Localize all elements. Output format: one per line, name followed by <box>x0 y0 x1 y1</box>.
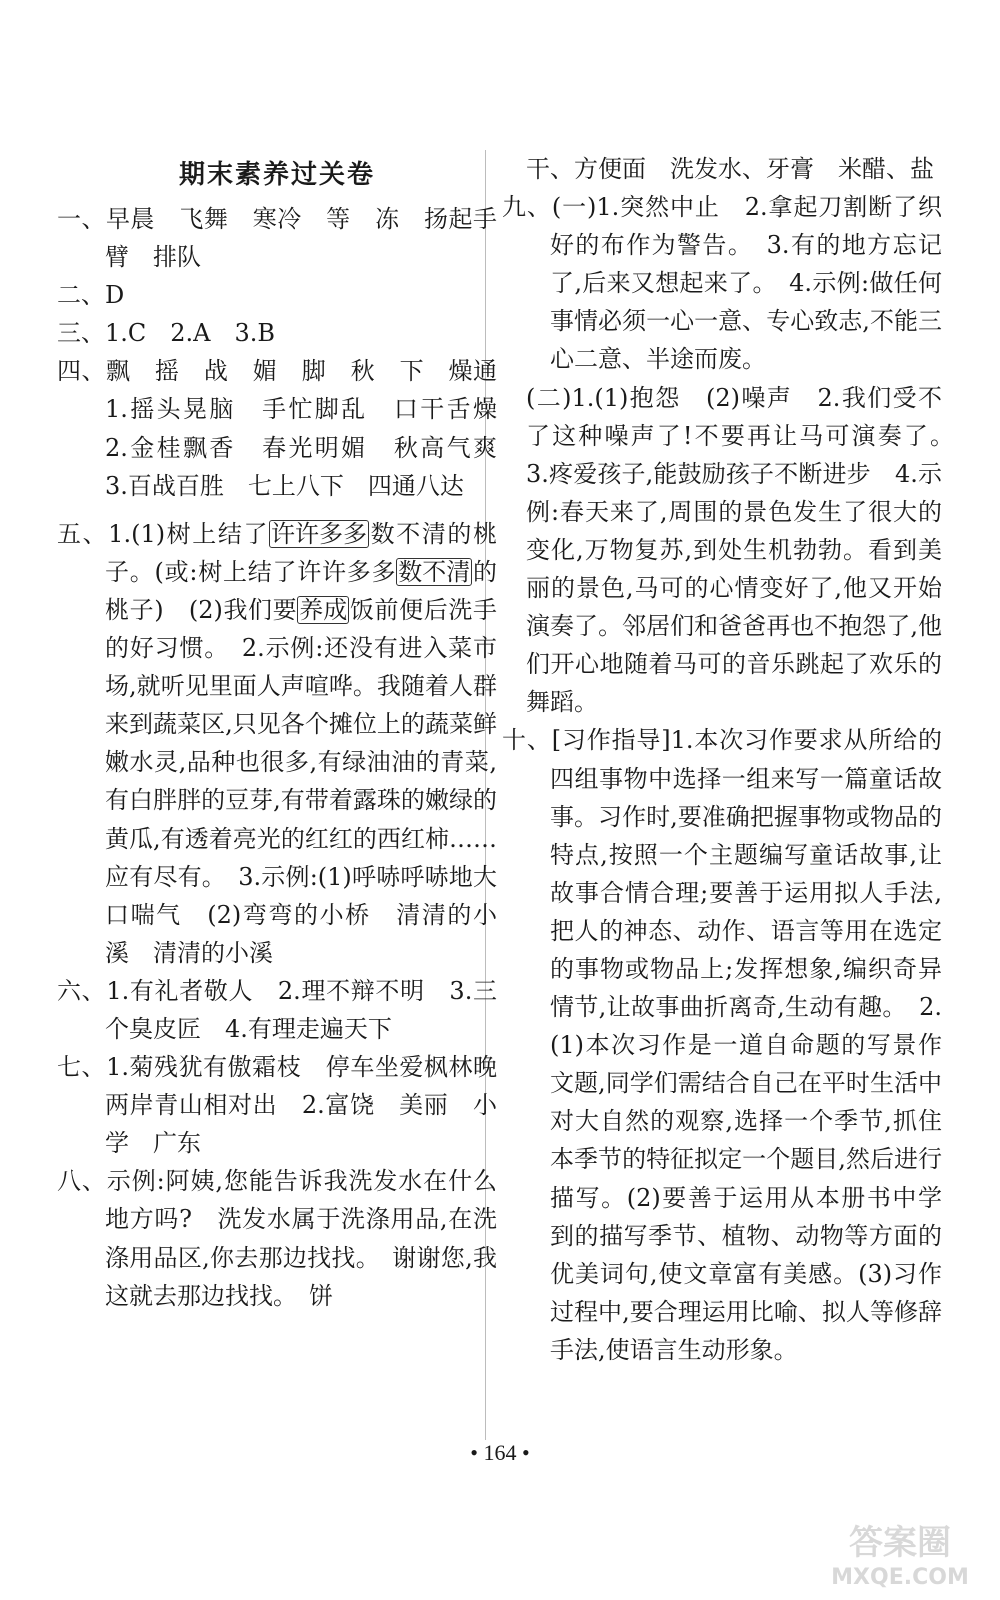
watermark-logo-mark: 答案圈 <box>849 1523 951 1563</box>
answer-5-part-b: 数不清的桃子。(或:树上结了许许多多 <box>105 519 498 586</box>
answer-3: 三、1.C 2.A 3.B <box>57 319 276 348</box>
answer-2: 二、D <box>57 281 125 310</box>
answer-9-part-2: (二)1.(1)抱怨 (2)噪声 2.我们受不了这种噪声了!不要再让马可演奏了。 3.疼爱孩子,能鼓励孩子不断进步 4.示例:春天来了,周围的景色发生了很大的变化,万物复苏,到处生机勃勃。看到美丽的景色,马可的心情变好了,他又开始演奏了。邻居们和爸爸再也不抱怨了,他们开心地随着马可的音乐跳起了欢乐的舞蹈。 <box>526 383 966 717</box>
page-number: • 164 • <box>470 1440 530 1465</box>
answer-7: 七、1.菊残犹有傲霜枝 停车坐爱枫林晚 两岸青山相对出 2.富饶 美丽 小学 广东 <box>57 1053 521 1158</box>
watermark-text: MXQE.COM <box>831 1565 969 1590</box>
answer-5-part-a: 五、1.(1)树上结了 <box>57 519 270 548</box>
answer-8-continued: 干、方便面 洗发水、牙膏 米醋、盐 <box>526 155 934 183</box>
left-column <box>57 150 521 1315</box>
answer-4: 四、飘 摇 战 媚 脚 秋 下 燥通 1.摇头晃脑 手忙脚乱 口干舌燥 2.金桂飘香 春光明媚 秋高气爽 3.百战百胜 七上八下 四通八达 <box>57 357 521 500</box>
answer-5-part-d: 饭前便后洗手的好习惯。 2.示例:还没有进入菜市场,就听见里面人声喧哗。我随着人群来到蔬菜区,只见各个摊位上的蔬菜鲜嫩水灵,品种也很多,有绿油油的青菜,有白胖胖的豆芽,有带着露珠的嫩绿的黄瓜,有透着亮光的红红的西红柿……应有尽有。 3.示例:(1)呼哧呼哧地大口喘气 (2)弯弯的小桥 清清的小溪 清清的小溪 <box>105 595 497 967</box>
correction-box-1: 许许多多 <box>271 519 368 548</box>
answer-9-part-1: 九、(一)1.突然中止 2.拿起刀割断了织好的布作为警告。 3.有的地方忘记了,后来又想起来了。 4.示例:做任何事情必须一心一意、专心致志,不能三心二意、半途而废。 <box>502 193 942 374</box>
watermark-logo <box>810 1522 990 1592</box>
correction-box-3: 养成 <box>299 595 348 624</box>
answer-5 <box>57 515 497 972</box>
correction-box-2: 数不清 <box>398 557 471 586</box>
answer-1: 一、早晨 飞舞 寒冷 等 冻 扬起手臂 排队 <box>57 205 497 272</box>
page-title: 期末素养过关卷 <box>178 160 375 190</box>
right-column <box>502 150 966 1369</box>
answer-5-part-c: 的桃子) (2)我们要 <box>105 557 498 624</box>
answer-8: 八、示例:阿姨,您能告诉我洗发水在什么地方吗? 洗发水属于洗涤用品,在洗涤用品区,你去那边找找。 谢谢您,我这就去那边找找。 饼 <box>57 1167 497 1310</box>
answer-10: 十、[习作指导]1.本次习作要求从所给的四组事物中选择一组来写一篇童话故事。习作时,要准确把握事物或物品的特点,按照一个主题编写童话故事,让故事合情合理;要善于运用拟人手法,把人的神态、动作、语言等用在选定的事物或物品上;发挥想象,编织奇异情节,让故事曲折离奇,生动有趣。 2.(1)本次习作是一道自命题的写景作文题,同学们需结合自己在平时生活中对大自然的观察,选择一个季节,抓住本季节的特征拟定一个题目,然后进行描写。(2)要善于运用从本册书中学到的描写季节、植物、动物等方面的优美词句,使文章富有美感。(3)习作过程中,要合理运用比喻、拟人等修辞手法,使语言生动形象。 <box>502 726 942 1364</box>
answer-6: 六、1.有礼者敬人 2.理不辩不明 3.三个臭皮匠 4.有理走遍天下 <box>57 976 497 1043</box>
